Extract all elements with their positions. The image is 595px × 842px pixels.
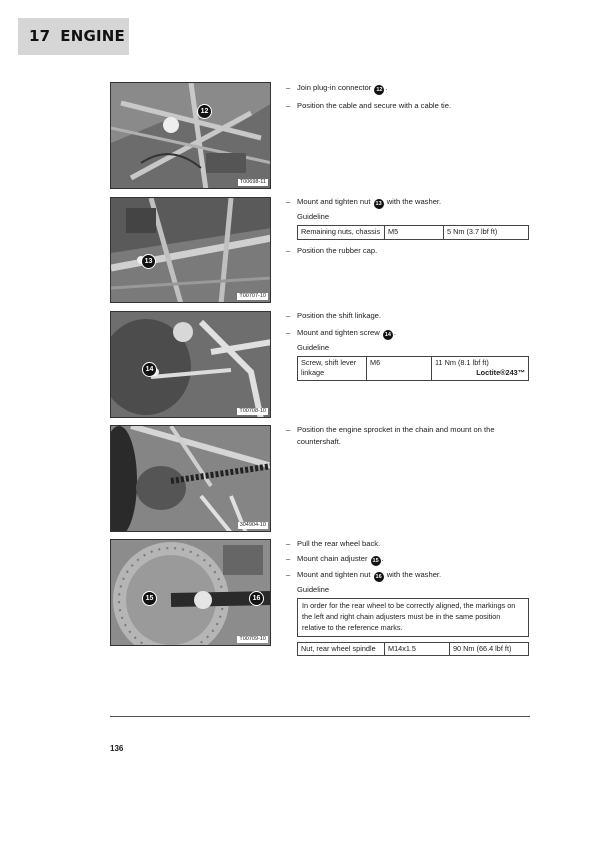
spec-thread: M6 [367,356,432,380]
torque-spec-table [297,225,529,240]
figure-code: T00709-10 [239,635,266,642]
footer-divider [110,716,530,717]
torque-spec-table [297,356,529,381]
reference-number: 14 [383,330,393,340]
step: – Pull the rear wheel back. [286,538,531,550]
callout-15: 15 [142,591,157,606]
instructions-section-1 [286,82,531,117]
spec-item: Screw, shift lever linkage [298,356,367,380]
figure-shift-linkage [110,311,271,418]
figure-rear-wheel [110,539,271,646]
spec-thread: M5 [385,226,444,240]
instructions-section-2 [286,196,531,261]
figure-code: T00707-10 [239,292,266,299]
photo-frame-nut [111,198,271,303]
step: – Mount and tighten screw 14 . [286,327,531,340]
step: – Mount and tighten nut 16 with the washer. [286,569,531,582]
instructions-section-4 [286,424,531,453]
figure-plug-in-connector [110,82,271,189]
step: – Position the rubber cap. [286,245,531,257]
figure-engine-sprocket [110,425,271,532]
torque-spec-table [297,642,529,657]
step: – Join plug-in connector 12 . [286,82,531,95]
callout-16: 16 [249,591,264,606]
callout-14: 14 [142,362,157,377]
chapter-number: 17 [29,27,51,45]
spec-torque: 11 Nm (8.1 lbf ft) [435,357,489,367]
step: – Position the cable and secure with a cable tie. [286,100,531,112]
photo-sprocket [111,426,271,532]
spec-item: Remaining nuts, chassis [298,226,385,240]
reference-number: 15 [371,556,381,566]
callout-12: 12 [197,104,212,119]
spec-thread: M14x1.5 [385,642,450,656]
figure-chassis-nut [110,197,271,303]
step: – Position the shift linkage. [286,310,531,322]
reference-number: 13 [374,199,384,209]
step: – Mount and tighten nut 13 with the washer. [286,196,531,209]
instructions-section-5 [286,538,531,661]
reference-number: 16 [374,572,384,582]
reference-number: 12 [374,85,384,95]
chapter-tab [18,18,129,55]
alignment-note: In order for the rear wheel to be correctly aligned, the markings on the left and right chain adjusters must be in the same position relative to the reference marks. [297,598,529,637]
guideline-label: Guideline [297,585,330,595]
spec-item: Nut, rear wheel spindle [298,642,385,656]
guideline-label: Guideline [297,343,330,353]
figure-code: T00708-10 [239,407,266,414]
step: – Position the engine sprocket in the chain and mount on the countershaft. [286,424,531,448]
page-number: 136 [110,744,124,753]
callout-13: 13 [141,254,156,269]
photo-shift-lever [111,312,271,418]
instructions-section-3 [286,310,531,386]
figure-code: T00698-11 [239,178,266,185]
spec-torque: 5 Nm (3.7 lbf ft) [444,226,529,240]
figure-code: 304904-10 [239,521,266,528]
step: – Mount chain adjuster 15 . [286,553,531,566]
chapter-title: ENGINE [60,27,125,45]
photo-frame-wiring [111,83,271,189]
guideline-label: Guideline [297,212,330,222]
photo-brake-disc [111,540,271,646]
spec-torque: 90 Nm (66.4 lbf ft) [450,642,529,656]
spec-torque-cell [432,356,529,380]
spec-loctite: Loctite®243™ [476,368,525,378]
